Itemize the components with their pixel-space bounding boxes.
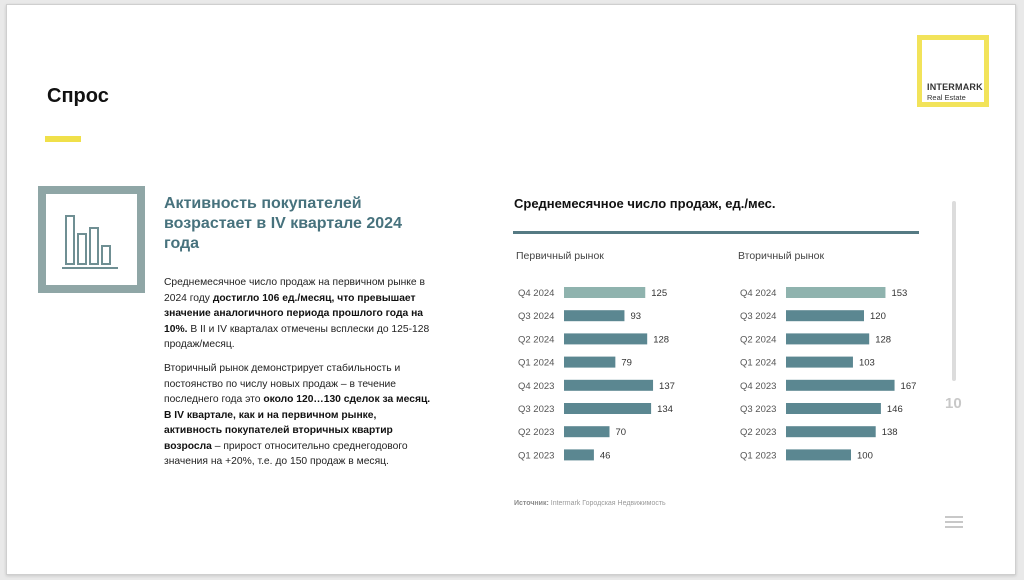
primary-category-label: Q1 2023 — [518, 450, 555, 462]
primary-value-label: 128 — [653, 334, 670, 346]
section-heading: Активность покупателей возрастает в IV квартале 2024 года — [164, 195, 402, 252]
p1-bold: достигло 106 ед./месяц, что превышает значение аналогичного периода прошлого года на 10%. — [164, 292, 424, 335]
secondary-category-label: Q1 2023 — [740, 450, 777, 462]
p2-bold: около 120…130 сделок за месяц. В IV квартале, как и на первичном рынке, активность покупателей вторичных квартир возросла — [164, 394, 431, 452]
primary-bar — [564, 333, 647, 344]
secondary-value-label: 138 — [881, 427, 898, 439]
primary-bar — [564, 426, 610, 437]
source-label: Источник: — [514, 500, 549, 507]
secondary-bar — [786, 426, 876, 437]
secondary-category-label: Q3 2023 — [740, 404, 777, 415]
primary-category-label: Q2 2024 — [518, 334, 555, 346]
primary-value-label: 125 — [651, 288, 668, 299]
primary-category-label: Q2 2023 — [518, 427, 555, 439]
secondary-value-label: 153 — [891, 288, 908, 299]
primary-bar — [564, 380, 653, 391]
primary-category-label: Q3 2023 — [518, 404, 555, 415]
bar-charts — [7, 5, 1017, 576]
secondary-bar — [786, 380, 895, 391]
logo-line1: INTERMARK — [927, 82, 983, 92]
hamburger-icon[interactable] — [945, 516, 963, 532]
secondary-bar — [786, 310, 864, 321]
primary-bar — [564, 310, 624, 321]
secondary-value-label: 100 — [857, 450, 873, 462]
primary-market-title: Первичный рынок — [516, 250, 604, 262]
secondary-value-label: 128 — [875, 334, 892, 346]
secondary-bar — [786, 333, 869, 344]
primary-category-label: Q4 2023 — [518, 380, 555, 392]
primary-value-label: 70 — [615, 427, 627, 439]
p1-text-2: В II и IV кварталах отмечены всплески до 125-128 продаж/месяц. — [164, 323, 430, 350]
primary-value-label: 46 — [599, 450, 611, 462]
primary-bar — [564, 449, 594, 460]
secondary-category-label: Q4 2023 — [740, 380, 777, 392]
primary-bar — [564, 357, 615, 368]
p2-text-2: – прирост относительно среднегодового значения на +20%, т.е. до 150 продаж в месяц. — [164, 440, 408, 467]
secondary-category-label: Q4 2024 — [740, 288, 777, 299]
primary-value-label: 137 — [659, 380, 675, 392]
logo-line2: Real Estate — [927, 93, 966, 102]
secondary-bar — [786, 287, 885, 298]
p2-text-1: Вторичный рынок демонстрирует стабильность и постоянство по числу новых продаж – в течение последнего года это — [164, 363, 401, 405]
secondary-value-label: 103 — [858, 357, 875, 369]
source-text: Intermark Городская Недвижимость — [550, 500, 666, 507]
secondary-bar — [786, 403, 881, 414]
chart-header: Среднемесячное число продаж, ед./мес. — [514, 196, 776, 211]
secondary-bar — [786, 357, 853, 368]
primary-category-label: Q3 2024 — [518, 311, 555, 323]
page-number: 10 — [945, 395, 962, 412]
secondary-category-label: Q3 2024 — [740, 311, 777, 323]
primary-category-label: Q4 2024 — [518, 288, 555, 299]
secondary-value-label: 167 — [900, 380, 917, 392]
secondary-category-label: Q1 2024 — [740, 357, 777, 369]
secondary-value-label: 146 — [886, 404, 903, 415]
page-title: Спрос — [47, 85, 109, 107]
primary-category-label: Q1 2024 — [518, 357, 555, 369]
secondary-value-label: 120 — [870, 311, 886, 323]
primary-value-label: 134 — [657, 404, 673, 415]
slide — [6, 4, 1016, 575]
p1-text-1: Среднемесячное число продаж на первичном рынке в 2024 году — [164, 277, 425, 304]
secondary-category-label: Q2 2023 — [740, 427, 777, 439]
secondary-category-label: Q2 2024 — [740, 334, 777, 346]
primary-value-label: 79 — [621, 357, 632, 369]
secondary-market-title: Вторичный рынок — [738, 250, 825, 262]
primary-bar — [564, 403, 651, 414]
source-note — [514, 500, 666, 507]
secondary-bar — [786, 449, 851, 460]
primary-bar — [564, 287, 645, 298]
primary-value-label: 93 — [630, 311, 642, 323]
scrollbar[interactable] — [952, 201, 956, 381]
